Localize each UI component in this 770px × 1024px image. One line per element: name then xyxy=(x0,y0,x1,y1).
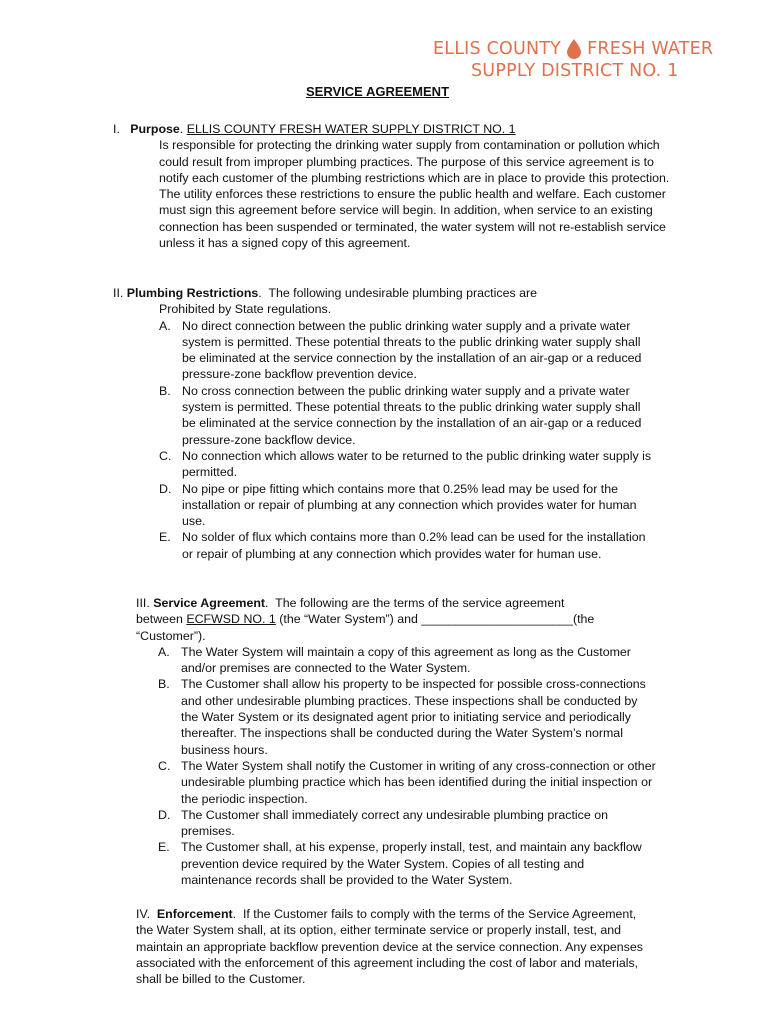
list-item: B. No cross connection between the public drinking water supply and a private water system is permitted. These potential threats to the public drinking water supply shall be eliminated at the service connection by the installation of an air-gap or a reduced pressure-zone backflow device. xyxy=(159,383,642,447)
logo-text-ellis-county: ELLIS COUNTY xyxy=(433,39,562,59)
section-enforcement-body: If the Customer fails to comply with the terms of the Service Agreement, the Water System shall, at its option, either terminate service or properly install, test, and maintain an appropriate backflow prevention device at the service connection. Any expenses associated with the enforcement of this agreement including the cost of labor and materials, shall be billed to the Customer. xyxy=(136,907,643,987)
section-purpose-body: Is responsible for protecting the drinking water supply from contamination or pollution which could result from improper plumbing practices. The purpose of this service agreement is to notify each customer of the plumbing restrictions which are in place to provide this protection. The utility enforces these restrictions to ensure the public health and welfare. Each customer must sign this agreement before service will begin. In addition, when service to an existing connection has been suspended or terminated, the water system will not re-establish service unless it has a signed copy of this agreement. xyxy=(159,138,670,251)
section-number: I. xyxy=(113,122,120,136)
section-enforcement: IV. Enforcement. If the Customer fails to comply with the terms of the Service Agreement, the Water System shall, at its option, either terminate service or properly install, test, and maintain an appropriate backflow prevention device at the service connection. Any expenses associated with the enforcement of this agreement including the cost of labor and materials, shall be billed to the Customer. xyxy=(136,907,643,987)
list-item: B. The Customer shall allow his property to be inspected for possible cross-connections and other undesirable plumbing practices. These inspections shall be conducted by the Water System or its designated agent prior to initiating service and periodically thereafter. The inspections shall be conducted during the Water System’s normal business hours. xyxy=(158,677,646,757)
section-plumbing-header: II. Plumbing Restrictions. The following undesirable plumbing practices are xyxy=(113,286,538,300)
logo-text-fresh-water: FRESH WATER xyxy=(587,39,714,59)
district-logo xyxy=(433,38,733,82)
section-heading: Purpose xyxy=(130,122,180,136)
list-item: D. The Customer shall immediately correct any undesirable plumbing practice on premises. xyxy=(158,807,608,839)
list-item: C. No connection which allows water to be returned to the public drinking water supply is permitted. xyxy=(159,448,652,480)
section-purpose xyxy=(113,121,673,251)
section-intro: The following undesirable plumbing practices are xyxy=(268,286,538,300)
section-number: III. xyxy=(136,596,150,610)
section-number: II. xyxy=(113,286,124,300)
district-abbreviation: ECFWSD NO. 1 xyxy=(186,612,276,627)
district-name: ELLIS COUNTY FRESH WATER SUPPLY DISTRICT NO. 1 xyxy=(186,122,516,136)
list-item: A. The Water System will maintain a copy of this agreement as long as the Customer and/or premises are connected to the Water System. xyxy=(158,644,631,676)
list-item: D. No pipe or pipe fitting which contains more that 0.25% lead may be used for the installation or repair of plumbing at any connection which provides water for human use. xyxy=(159,481,637,529)
section-service-parties: between ECFWSD NO. 1 (the “Water System”) and ______________________(the xyxy=(136,612,595,627)
section-service-header: III. Service Agreement. The following are the terms of the service agreement xyxy=(136,596,565,610)
list-item: C. The Water System shall notify the Customer in writing of any cross-connection or other undesirable plumbing practice which has been identified during the initial inspection or the periodic inspection. xyxy=(158,758,656,806)
list-item: A. No direct connection between the public drinking water supply and a private water system is permitted. These potential threats to the public drinking water supply shall be eliminated at the service connection by the installation of an air-gap or a reduced pressure-zone backflow prevention device. xyxy=(159,318,642,382)
page-title: SERVICE AGREEMENT xyxy=(305,84,450,99)
section-number: IV. xyxy=(136,907,151,921)
logo-text-district: SUPPLY DISTRICT NO. 1 xyxy=(471,61,679,81)
list-item: E. No solder of flux which contains more than 0.2% lead can be used for the installation or repair of plumbing at any connection which provides water for human use. xyxy=(159,530,646,561)
restrictions-list xyxy=(113,318,657,562)
water-drop-icon xyxy=(567,39,581,59)
section-purpose-header: I. Purpose. ELLIS COUNTY FRESH WATER SUPPLY DISTRICT NO. 1 xyxy=(113,122,516,136)
agreement-terms-list xyxy=(136,644,656,888)
section-service-agreement: III. Service Agreement. The following are the terms of the service agreement between ECFWSD NO. 1 (the “Water System”) and ______________________(the “Customer”). A. The Water System will maintain a copy of this agreement as long as the Customer and/or premises are connected to the Water System. B. The Customer shall allow his property to be inspected for possible cross-connections and other undesirable plumbing practices. These inspections shall be conducted by the Water System or its designated agent prior to initiating service and periodically thereafter. The inspections shall be conducted during the Water System’s normal business hours. C. The Water System shall notify the Customer in writing of any cross-connection or other undesirable plumbing practice which has been identified during the initial inspection or the periodic inspection. D. The Customer shall immediately correct any undesirable plumbing practice on premises. E. The Customer shall, at his expense, properly install, test, and maintain any backflow prevention device required by the Water System. Copies of all testing and maintenance records shall be provided to the Water System. xyxy=(136,596,656,888)
section-heading: Service Agreement xyxy=(153,596,266,610)
list-item: E. The Customer shall, at his expense, properly install, test, and maintain any backflow prevention device required by the Water System. Copies of all testing and maintenance records shall be provided to the Water System. xyxy=(158,840,642,888)
section-intro-continued: Prohibited by State regulations. xyxy=(159,302,332,317)
section-plumbing-restrictions xyxy=(113,285,673,562)
section-heading: Plumbing Restrictions xyxy=(126,286,259,300)
section-heading: Enforcement xyxy=(156,907,233,921)
